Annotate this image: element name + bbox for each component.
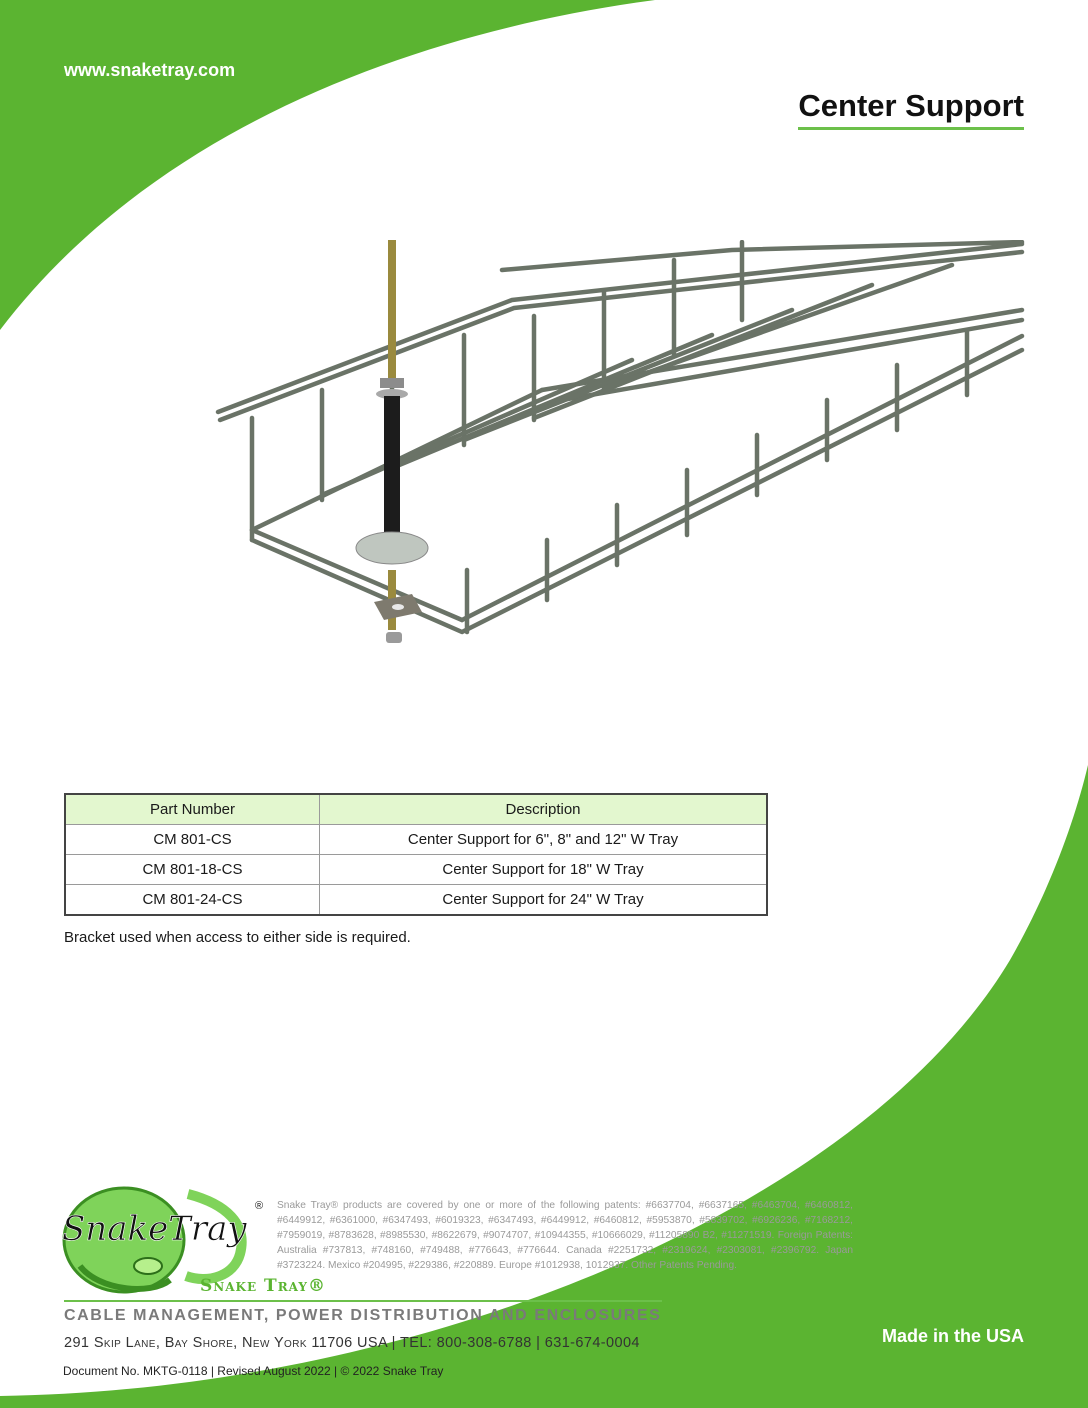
description-cell: Center Support for 18" W Tray xyxy=(320,855,768,885)
made-in-usa: Made in the USA xyxy=(881,1326,1024,1346)
table-row xyxy=(65,825,767,855)
description-cell: Center Support for 6", 8" and 12" W Tray xyxy=(320,825,768,855)
part-number-cell: CM 801-CS xyxy=(65,825,320,855)
company-tagline: CABLE MANAGEMENT, POWER DISTRIBUTION AND ENCLOSURES xyxy=(64,1307,662,1324)
document-number: Document No. MKTG-0118 | Revised August 2022 | © 2022 Snake Tray xyxy=(63,1364,444,1378)
column-header-description: Description xyxy=(320,794,768,825)
table-row xyxy=(65,885,767,916)
table-row xyxy=(65,855,767,885)
company-address: 291 Skip Lane, Bay Shore, New York 11706 USA | TEL: 800-308-6788 | 631-674-0004 xyxy=(64,1335,640,1351)
patent-list: Snake Tray® products are covered by one or more of the following patents: #6637704, #6637165, #6463704, #6460812, #6449912, #6361000, #6347493, #6019323, #6347493, #6449912, #6460812, #5953870, #5839702, #6926236, #7168212, #7959019, #8783628, #8985530, #8622679, #9074707, #10944355, #10666029, #11205890 B2, #11271519. Foreign Patents: Australia #737813, #748160, #749488, #776643, #776644. Canada #2251732, #2319624, #2303081, #2396792. Japan #3723224. Mexico #204995, #229386, #220889. Europe #1012938, 1012937. Other Patents Pending. xyxy=(277,1200,853,1271)
description-cell: Center Support for 24" W Tray xyxy=(320,885,768,916)
usage-note: Bracket used when access to either side is required. xyxy=(64,929,411,946)
registered-mark: ® xyxy=(255,1200,264,1212)
page-title: Center Support xyxy=(798,88,1024,130)
table-header-row xyxy=(65,794,767,825)
wire-cable-tray-center-support-illustration xyxy=(212,240,1032,660)
svg-text:SnakeTray: SnakeTray xyxy=(62,1209,247,1249)
footer-divider xyxy=(64,1300,662,1302)
part-number-cell: CM 801-18-CS xyxy=(65,855,320,885)
brand-name: Snake Tray® xyxy=(200,1276,326,1296)
website-url[interactable]: www.snaketray.com xyxy=(64,60,236,80)
part-number-cell: CM 801-24-CS xyxy=(65,885,320,916)
part-number-table xyxy=(64,793,768,916)
column-header-part-number: Part Number xyxy=(65,794,320,825)
